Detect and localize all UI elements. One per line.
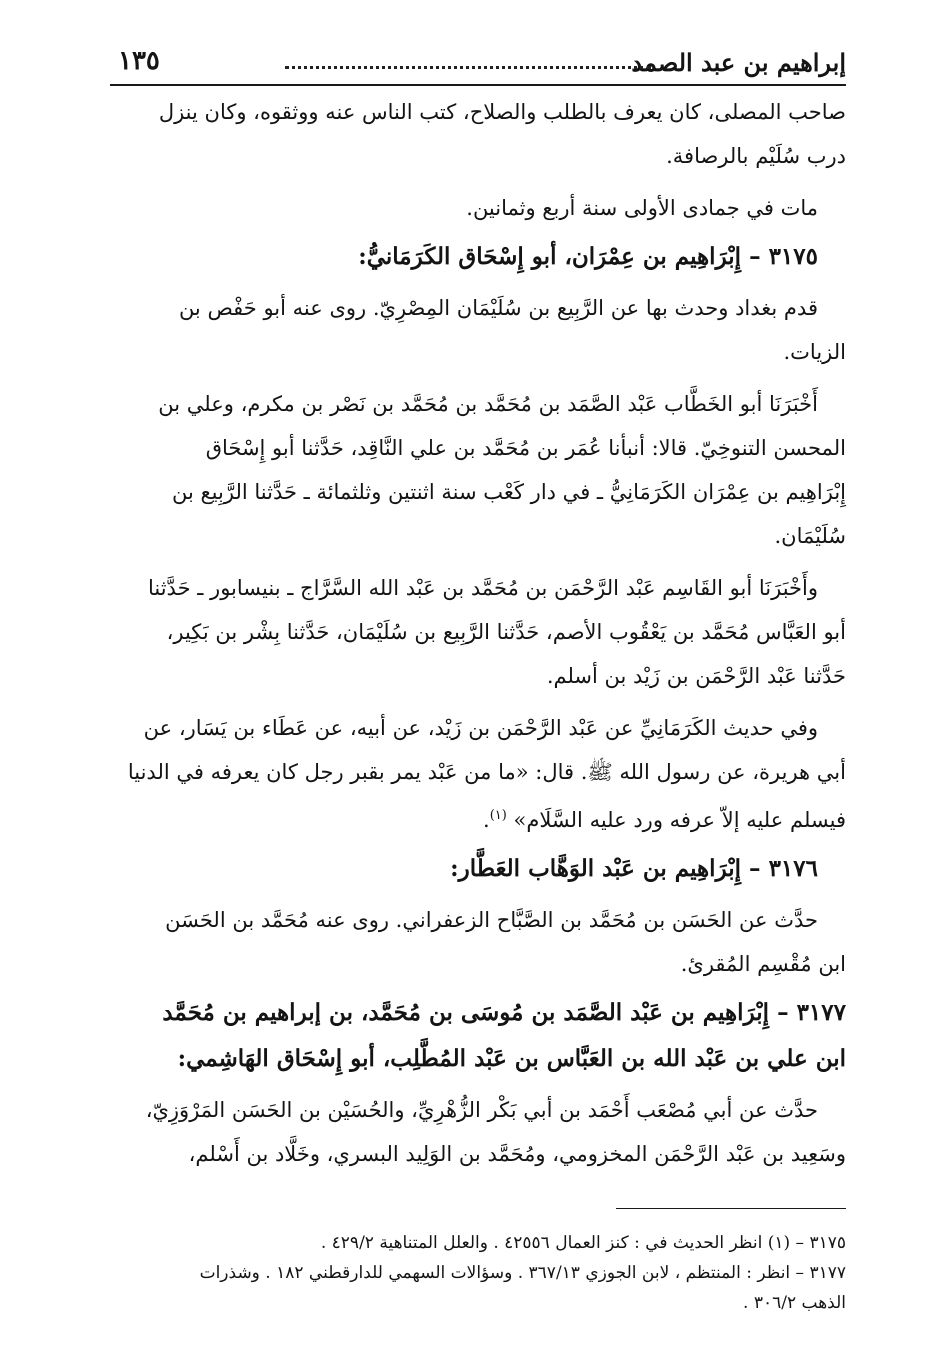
running-title: إبراهيم بن عبد الصمد — [631, 48, 846, 77]
footnote: الذهب ٣٠٦/٢ . — [743, 1293, 846, 1313]
running-header — [110, 44, 846, 86]
footnotes — [110, 1228, 846, 1318]
paragraph-line: أَخْبَرَنَا أبو الخَطَّاب عَبْد الصَّمَد بن مُحَمَّد بن مُحَمَّد بن نَصْر بن مكرم، وعلي بن — [158, 392, 818, 416]
paragraph-line: أبو العَبَّاس مُحَمَّد بن يَعْقُوب الأصم، حَدَّثنا الرَّبِيع بن سُلَيْمَان، حَدَّثنا بِشْر بن بَكِير، — [166, 620, 846, 644]
period: . — [483, 808, 490, 832]
paragraph-line: قدم بغداد وحدث بها عن الرَّبِيع بن سُلَيْمَان المِصْرِيّ. روى عنه أبو حَفْص بن — [178, 296, 818, 320]
footnote: ٣١٧٧ – انظر : المنتظم ، لابن الجوزي ٣٦٧/١٣ . وسؤالات السهمي للدارقطني ١٨٢ . وشذرات — [199, 1263, 846, 1283]
paragraph-line — [110, 794, 846, 842]
hadith-text: فيسلم عليه إلاّ عرفه ورد عليه السَّلَام» — [513, 808, 846, 832]
leader-dots — [285, 66, 651, 69]
paragraph-line: المحسن التنوخِيّ. قالا: أنبأنا عُمَر بن مُحَمَّد بن علي النَّاقِد، حَدَّثنا أبو إِسْحَاق — [205, 436, 846, 460]
paragraph-line: سُلَيْمَان. — [774, 524, 846, 548]
paragraph-line: الزيات. — [783, 340, 846, 364]
paragraph-line: وسَعِيد بن عَبْد الرَّحْمَن المخزومي، ومُحَمَّد بن الوَلِيد البسري، وخَلَّاد بن أَسْلم، — [188, 1142, 846, 1166]
paragraph-line: حدَّث عن أبي مُصْعَب أَحْمَد بن أبي بَكْر الزُّهْرِيِّ، والحُسَيْن بن الحَسَن المَرْوَزِيّ، — [145, 1098, 818, 1122]
footnote-marker: (١) — [489, 808, 507, 823]
paragraph-line: حَدَّثنا عَبْد الرَّحْمَن بن زَيْد بن أسلم. — [546, 664, 846, 688]
paragraph-line: وأَخْبَرَنَا أبو القَاسِم عَبْد الرَّحْمَن بن مُحَمَّد بن عَبْد الله السَّرَّاج ـ بنيسابور ـ حَدَّثنا — [147, 576, 818, 600]
paragraph-line: ابن مُقْسِم المُقرئ. — [680, 952, 846, 976]
paragraph-line: درب سُلَيْم بالرصافة. — [666, 144, 846, 168]
paragraph-line: إِبْرَاهِيم بن عِمْرَان الكَرَمَانِيُّ ـ في دار كَعْب سنة اثنتين وثلثمائة ـ حَدَّثنا الرَّبِيع بن — [172, 480, 846, 504]
entry-heading-3177: ٣١٧٧ – إِبْرَاهِيم بن عَبْد الصَّمَد بن مُوسَى بن مُحَمَّد، بن إبراهيم بن مُحَمَّد — [162, 999, 846, 1026]
entry-heading-3177-cont: ابن علي بن عَبْد الله بن العَبَّاس بن عَبْد المُطَّلِب، أبو إِسْحَاق الهَاشِمي: — [177, 1045, 846, 1072]
paragraph-line: صاحب المصلى، كان يعرف بالطلب والصلاح، كتب الناس عنه ووثقوه، وكان ينزل — [158, 100, 846, 124]
entry-heading-3176: ٣١٧٦ – إِبْرَاهِيم بن عَبْد الوَهَّاب العَطَّار: — [450, 855, 818, 882]
paragraph: مات في جمادى الأولى سنة أربع وثمانين. — [466, 196, 818, 220]
paragraph-line: أبي هريرة، عن رسول الله ﷺ. قال: «ما من عَبْد يمر بقبر رجل كان يعرفه في الدنيا — [127, 760, 846, 784]
footnote-divider — [616, 1208, 846, 1209]
footnote: ٣١٧٥ – (١) انظر الحديث في : كنز العمال ٤٢٥٥٦ . والعلل المتناهية ٤٢٩/٢ . — [320, 1233, 846, 1253]
main-text — [110, 90, 846, 1176]
paragraph-line: حدَّث عن الحَسَن بن مُحَمَّد بن الصَّبَّاح الزعفراني. روى عنه مُحَمَّد بن الحَسَن — [165, 908, 818, 932]
paragraph-line: وفي حديث الكَرَمَانِيِّ عن عَبْد الرَّحْمَن بن زَيْد، عن أبيه، عن عَطَاء بن يَسَار، عن — [143, 716, 818, 740]
entry-heading-3175: ٣١٧٥ – إِبْرَاهِيم بن عِمْرَان، أبو إِسْحَاق الكَرَمَانيُّ: — [358, 243, 818, 270]
page-number: ١٣٥ — [118, 46, 160, 76]
